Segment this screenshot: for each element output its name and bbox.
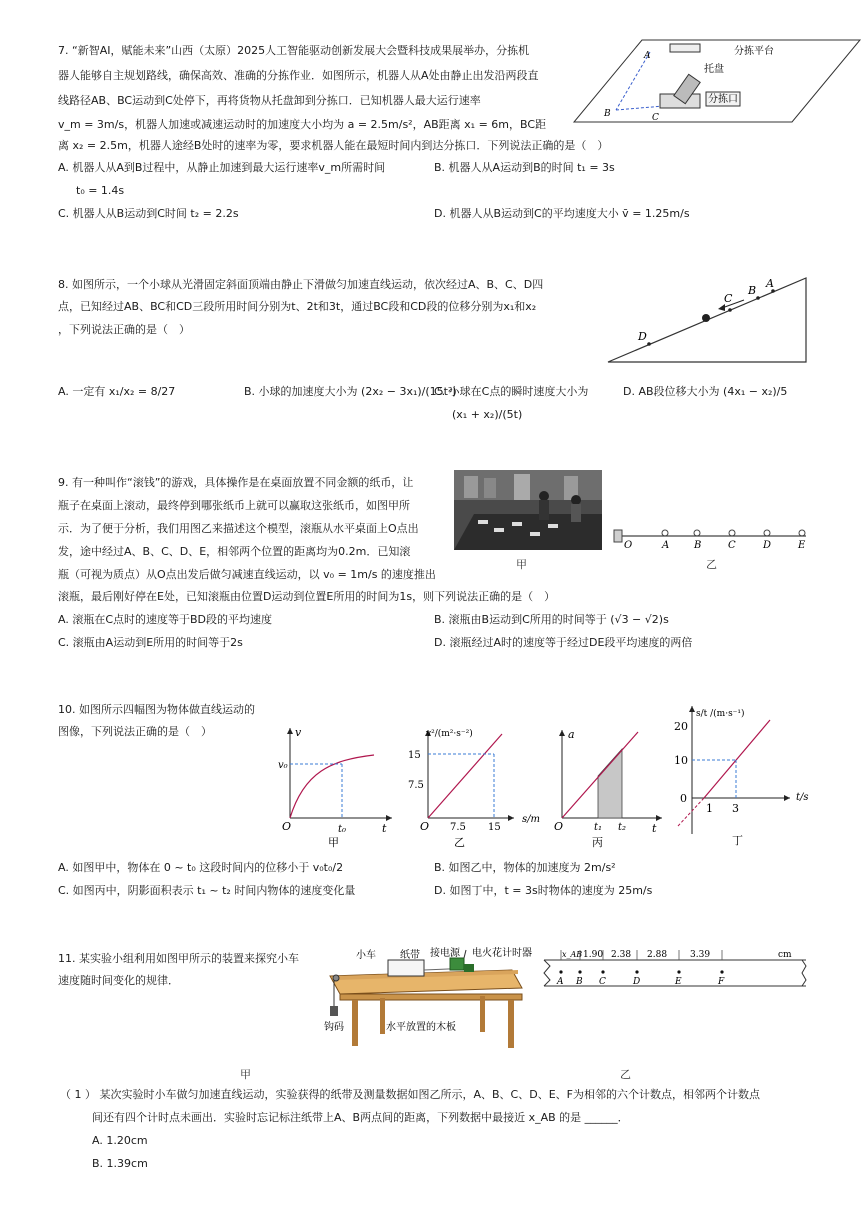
q11-fig-weight: 钩码 xyxy=(324,1022,344,1033)
q8-option-a: A. 一定有 x₁/x₂ = 8/27 xyxy=(58,385,176,398)
q11-tape-d1: 1.90 xyxy=(583,950,604,960)
q10-g4-x1: 1 xyxy=(706,802,713,815)
q10-option-a: A. 如图甲中，物体在 0 ~ t₀ 这段时间内的位移小于 v₀t₀/2 xyxy=(58,861,344,874)
q10-g2-caption: 乙 xyxy=(454,836,465,849)
q7-line: 7. “新智AI，赋能未来”山西（太原）2025人工智能驱动创新发展大会暨科技成果展举办，分拣机 xyxy=(58,44,530,57)
q10-g2-origin: O xyxy=(420,820,430,833)
q10-g3-xlabel: t xyxy=(652,822,657,835)
q11-fig-car: 小车 xyxy=(356,950,376,961)
q9-line: 瓶子在桌面上滚动，最终停到哪张纸币上就可以赢取这张纸币，如图甲所 xyxy=(58,499,410,512)
q10-g3-t2: t₂ xyxy=(618,822,627,833)
q10-g4-y10: 10 xyxy=(674,754,688,767)
q9-position-diagram xyxy=(612,526,812,552)
q10-g1-caption: 甲 xyxy=(328,836,339,849)
q10-g4-caption: 丁 xyxy=(732,834,743,847)
q10-g4-ylabel: s/t /(m·s⁻¹) xyxy=(696,709,745,719)
q7-line: v_m = 3m/s，机器人加速或减速运动时的加速度大小均为 a = 2.5m/s²，AB距离 x₁ = 6m，BC距 xyxy=(58,118,547,131)
q9-line: 瓶（可视为质点）从O点出发后做匀减速直线运动，以 v₀ = 1m/s 的速度推出 xyxy=(58,568,436,581)
q9-game-photo xyxy=(454,470,602,550)
q10-g2-x75: 7.5 xyxy=(450,822,466,833)
q10-g1-t0: t₀ xyxy=(338,824,347,835)
q10-g3-t1: t₁ xyxy=(594,822,603,833)
q11-sub1-line: 间还有四个计时点未画出．实验时忘记标注纸带上A、B两点间的距离，下列数据中最接近 x_AB 的是 ______． xyxy=(92,1111,629,1124)
q11-tape-d3: 2.88 xyxy=(647,950,668,960)
q7-option-a: A. 机器人从A到B过程中，从静止加速到最大运行速率v_m所需时间 xyxy=(58,161,386,174)
q7-fig-outlet: 分拣口 xyxy=(708,94,738,105)
q7-fig-b: B xyxy=(604,109,611,119)
q11-choice-b: B. 1.39cm xyxy=(92,1157,148,1170)
q9-line: 发，途中经过A、B、C、D、E，相邻两个位置的距离均为0.2m．已知滚 xyxy=(58,545,411,558)
q8-line: 点，已知经过AB、BC和CD三段所用时间分别为t、2t和3t，通过BC段和CD段的位移分别为x₁和x₂ xyxy=(58,300,537,313)
q11-caption-yi: 乙 xyxy=(620,1068,631,1081)
q10-g4-x3: 3 xyxy=(732,802,739,815)
q9-fig-o: O xyxy=(624,540,633,551)
q7-line: 离 x₂ = 2.5m，机器人途经B处时的速率为零，要求机器人能在最短时间内到达分拣口．下列说法正确的是（ ） xyxy=(58,139,609,152)
q10-g2-xlabel: s/m xyxy=(522,814,540,825)
q11-choice-a: A. 1.20cm xyxy=(92,1134,148,1147)
q8-fig-d: D xyxy=(638,330,647,343)
q10-g2-ylabel: v²/(m²·s⁻²) xyxy=(426,729,473,739)
q10-g1-origin: O xyxy=(282,820,292,833)
q10-line: 图像，下列说法正确的是（ ） xyxy=(58,725,212,738)
q10-g2-y15: 15 xyxy=(408,750,421,761)
q8-fig-c: C xyxy=(724,292,733,305)
q11-tape-e: E xyxy=(675,977,682,987)
q7-option-c: C. 机器人从B运动到C时间 t₂ = 2.2s xyxy=(58,207,239,220)
q9-option-d: D. 滚瓶经过A时的速度等于经过DE段平均速度的两倍 xyxy=(434,636,693,649)
q10-graph-bing xyxy=(552,724,668,850)
q10-g3-origin: O xyxy=(554,820,564,833)
q11-tape-unit: cm xyxy=(778,950,792,960)
q11-fig-power: 接电源 xyxy=(430,948,460,959)
q9-option-c: C. 滚瓶由A运动到E所用的时间等于2s xyxy=(58,636,243,649)
q9-fig-b: B xyxy=(694,540,702,551)
q11-tape-b: B xyxy=(576,977,583,987)
q10-g2-x15: 15 xyxy=(488,822,501,833)
q10-g1-v0: v₀ xyxy=(278,760,288,771)
q9-line: 滚瓶，最后刚好停在E处，已知滚瓶由位置D运动到位置E所用的时间为1s，则下列说法正确的是（ ） xyxy=(58,590,556,603)
q7-robot-figure xyxy=(572,36,862,126)
q11-tape-d: D xyxy=(633,977,641,987)
q8-option-b: B. 小球的加速度大小为 (2x₂ − 3x₁)/(15t²) xyxy=(244,385,457,398)
q10-graph-yi xyxy=(406,724,546,850)
q10-graph-ding xyxy=(672,694,814,848)
q11-tape-d2: 2.38 xyxy=(611,950,632,960)
q7-line: 器人能够自主规划路线，确保高效、准确的分拣作业．如图所示，机器人从A处由静止出发沿两段直 xyxy=(58,69,539,82)
q10-graph-jia xyxy=(276,722,396,850)
q10-g1-ylabel: v xyxy=(295,726,302,739)
q11-tape-a: A xyxy=(557,977,564,987)
q8-option-d: D. AB段位移大小为 (4x₁ − x₂)/5 xyxy=(623,385,788,398)
q10-g2-y75: 7.5 xyxy=(408,780,424,791)
q7-option-d: D. 机器人从B运动到C的平均速度大小 v̄ = 1.25m/s xyxy=(434,207,690,220)
q10-g4-y20: 20 xyxy=(674,720,688,733)
q9-fig-a: A xyxy=(662,540,670,551)
q10-option-b: B. 如图乙中，物体的加速度为 2m/s² xyxy=(434,861,616,874)
q9-fig-d: D xyxy=(763,540,772,551)
q11-line: 速度随时间变化的规律． xyxy=(58,974,179,987)
q10-option-d: D. 如图丁中，t = 3s时物体的速度为 25m/s xyxy=(434,884,653,897)
q11-apparatus-figure xyxy=(322,946,532,1054)
q8-fig-b: B xyxy=(748,284,757,297)
q9-caption-yi: 乙 xyxy=(706,558,717,571)
q11-fig-tape: 纸带 xyxy=(400,950,420,961)
q7-fig-c: C xyxy=(652,113,659,123)
q9-fig-c: C xyxy=(728,540,736,551)
q8-fig-a: A xyxy=(766,277,774,290)
q11-sub1-line: （ 1 ） 某次实验时小车做匀加速直线运动，实验获得的纸带及测量数据如图乙所示，A、B、C、D、E、F为相邻的六个计数点，相邻两个计数点 xyxy=(60,1088,760,1101)
q8-option-c: C. 小球在C点的瞬时速度大小为 xyxy=(434,385,589,398)
q8-option-c-cont: (x₁ + x₂)/(5t) xyxy=(452,408,523,421)
q8-line: 8. 如图所示，一个小球从光滑固定斜面顶端由静止下滑做匀加速直线运动，依次经过A、B、C、D四 xyxy=(58,278,544,291)
q9-line: 9. 有一种叫作“滚钱”的游戏，具体操作是在桌面放置不同金额的纸币，让 xyxy=(58,476,414,489)
q11-caption-jia: 甲 xyxy=(240,1068,251,1081)
q11-fig-board: 水平放置的木板 xyxy=(386,1022,456,1033)
q7-line: 线路径AB、BC运动到C处停下，再将货物从托盘卸到分拣口．已知机器人最大运行速率 xyxy=(58,94,481,107)
q7-fig-tray: 托盘 xyxy=(704,64,724,75)
q10-g4-y0: 0 xyxy=(680,792,687,805)
q7-fig-a: A xyxy=(644,51,651,61)
q9-fig-e: E xyxy=(798,540,806,551)
q9-line: 示．为了便于分析，我们用图乙来描述这个模型，滚瓶从水平桌面上O点出 xyxy=(58,522,419,535)
q7-option-b: B. 机器人从A运动到B的时间 t₁ = 3s xyxy=(434,161,615,174)
q9-option-a: A. 滚瓶在C点时的速度等于BD段的平均速度 xyxy=(58,613,273,626)
q10-line: 10. 如图所示四幅图为物体做直线运动的 xyxy=(58,703,255,716)
q10-option-c: C. 如图丙中，阴影面积表示 t₁ ~ t₂ 时间内物体的速度变化量 xyxy=(58,884,356,897)
q8-incline-figure xyxy=(606,272,808,364)
q11-tape-xab: x_AB xyxy=(562,950,583,959)
q11-fig-timer: 电火花计时器 xyxy=(472,948,532,959)
q7-option-a-cont: t₀ = 1.4s xyxy=(76,184,125,197)
q11-tape-f: F xyxy=(718,977,725,987)
q10-g4-xlabel: t/s xyxy=(796,792,809,803)
q11-tape-d4: 3.39 xyxy=(690,950,711,960)
q9-option-b: B. 滚瓶由B运动到C所用的时间等于 (√3 − √2)s xyxy=(434,613,669,626)
q11-tape-figure xyxy=(540,946,808,994)
q11-tape-c: C xyxy=(599,977,606,987)
q11-line: 11. 某实验小组利用如图甲所示的装置来探究小车 xyxy=(58,952,299,965)
q9-caption-jia: 甲 xyxy=(516,558,527,571)
q10-g3-caption: 丙 xyxy=(592,836,603,849)
q8-line: ，下列说法正确的是（ ） xyxy=(58,323,190,336)
q10-g3-ylabel: a xyxy=(568,728,575,741)
q7-fig-platform: 分拣平台 xyxy=(734,46,774,57)
q10-g1-xlabel: t xyxy=(382,822,387,835)
